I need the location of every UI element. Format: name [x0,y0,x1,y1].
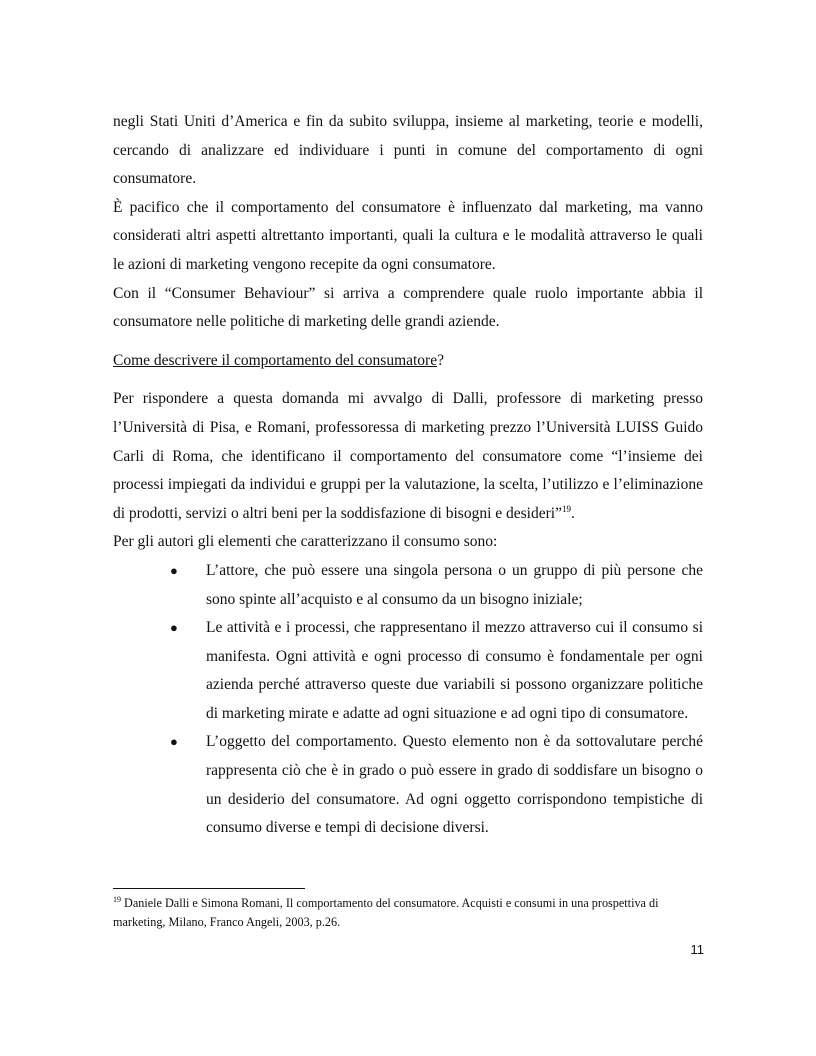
list-item-text: L’attore, che può essere una singola persona o un gruppo di più persone che sono spinte all’acquisto e al consumo da un bisogno iniziale; [206,561,703,608]
paragraph-4-end: . [570,504,575,522]
paragraph-3: Con il “Consumer Behaviour” si arriva a comprendere quale ruolo importante abbia il consumatore nelle politiche di marketing delle grandi aziende. [113,284,703,331]
paragraph-1: negli Stati Uniti d’America e fin da subito sviluppa, insieme al marketing, teorie e modelli, cercando di analizzare ed individuare i punti in comune del comportamento di ogni consumatore. [113,113,703,188]
footnote-text: Daniele Dalli e Simona Romani, Il comportamento del consumatore. Acquisti e consumi in una prospettiva di marketing, Milano, Franco Angeli, 2003, p.26. [113,896,659,929]
footnote-reference: 19 [561,503,571,514]
paragraph-5: Per gli autori gli elementi che caratterizzano il consumo sono: [113,533,498,551]
list-item-text: L’oggetto del comportamento. Questo elemento non è da sottovalutare perché rappresenta ciò che è in grado o può essere in grado di soddisfare un bisogno o un desiderio del consumatore. Ad ogni oggetto corrispondono tempistiche di consumo diverse e tempi di decisione diversi. [206,733,703,837]
list-item [113,557,703,614]
page-body [113,108,703,843]
section-question [113,347,703,376]
list-item [113,728,703,842]
list-item-text: Le attività e i processi, che rappresentano il mezzo attraverso cui il consumo si manifesta. Ogni attività e ogni processo di consumo è fondamentale per ogni azienda perché attraverso queste due variabili si possono organizzare politiche di marketing mirate e adatte ad ogni situazione e ad ogni tipo di consumatore. [206,619,703,722]
footnote-divider [113,888,305,889]
section-question-mark: ? [437,351,444,369]
section-question-underlined: Come descrivere il comportamento del consumatore [113,351,438,369]
bullet-icon: ● [170,562,178,578]
list-item [113,614,703,728]
paragraph-4-text: Per rispondere a questa domanda mi avvalgo di Dalli, professore di marketing presso l’Università di Pisa, e Romani, professoressa di marketing prezzo l’Università LUISS Guido Carli di Roma, che identificano il comportamento del consumatore come “l’insieme dei processi impiegati da individui e gruppi per la valutazione, la scelta, l’utilizzo e l’eliminazione di prodotti, servizi o altri beni per la soddisfazione di bisogni e desideri” [113,390,703,522]
bullet-icon: ● [170,620,178,636]
footnote-number: 19 [113,894,121,904]
paragraph-2: È pacifico che il comportamento del consumatore è influenzato dal marketing, ma vanno considerati altri aspetti altrettanto importanti, quali la cultura e le modalità attraverso le quali le azioni di marketing vengono recepite da ogni consumatore. [113,198,703,273]
bullet-list [113,557,703,843]
bullet-icon: ● [170,734,178,750]
page-number: 11 [690,942,704,957]
paragraph-4 [113,385,703,528]
footnote [113,894,703,932]
